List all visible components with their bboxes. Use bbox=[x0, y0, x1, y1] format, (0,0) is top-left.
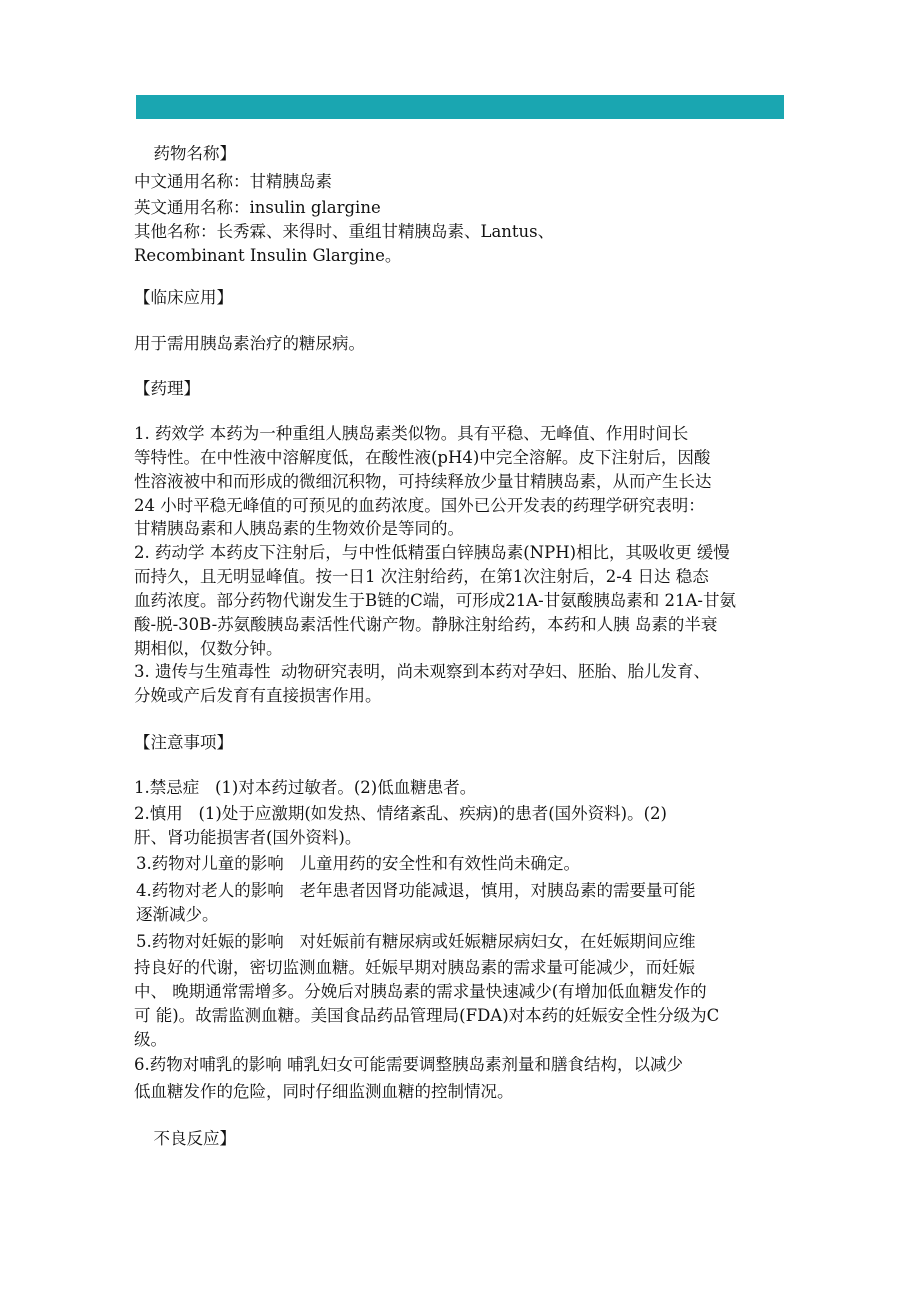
header-banner bbox=[136, 95, 784, 119]
section-heading-pharmacology: 【药理】 bbox=[134, 379, 200, 398]
text-line: 3.药物对儿童的影响 儿童用药的安全性和有效性尚未确定。 bbox=[136, 854, 580, 873]
text-line: 中、 晚期通常需增多。分娩后对胰岛素的需求量快速减少(有增加低血糖发作的 bbox=[134, 982, 707, 1001]
text-line: 4.药物对老人的影响 老年患者因肾功能减退，慎用，对胰岛素的需要量可能 bbox=[136, 881, 696, 900]
text-line: 3. 遗传与生殖毒性 动物研究表明，尚未观察到本药对孕妇、胚胎、胎儿发育、 bbox=[134, 662, 710, 681]
text-line: 期相似，仅数分钟。 bbox=[134, 639, 283, 658]
text-line: 持良好的代谢，密切监测血糖。妊娠早期对胰岛素的需求量可能减少，而妊娠 bbox=[134, 958, 695, 977]
text-line: 分娩或产后发育有直接损害作用。 bbox=[134, 686, 382, 705]
text-line: 酸-脱-30B-苏氨酸胰岛素活性代谢产物。静脉注射给药，本药和人胰 岛素的半衰 bbox=[134, 615, 718, 634]
text-line: 6.药物对哺乳的影响 哺乳妇女可能需要调整胰岛素剂量和膳食结构，以减少 bbox=[134, 1055, 683, 1074]
text-line: 2.慎用 (1)处于应激期(如发热、情绪紊乱、疾病)的患者(国外资料)。(2) bbox=[134, 804, 667, 823]
text-line: 级。 bbox=[134, 1030, 167, 1049]
section-heading-precautions: 【注意事项】 bbox=[134, 733, 233, 752]
text-line: 甘精胰岛素和人胰岛素的生物效价是等同的。 bbox=[134, 519, 464, 538]
section-heading-clinical: 【临床应用】 bbox=[134, 288, 233, 307]
text-line: Recombinant Insulin Glargine。 bbox=[134, 246, 402, 265]
section-heading-adverse: 不良反应】 bbox=[137, 1129, 236, 1148]
section-heading-drug-name: 药物名称】 bbox=[137, 144, 236, 163]
text-line: 用于需用胰岛素治疗的糖尿病。 bbox=[134, 334, 365, 353]
text-line: 肝、肾功能损害者(国外资料)。 bbox=[134, 828, 362, 847]
text-line: 等特性。在中性液中溶解度低，在酸性液(pH4)中完全溶解。皮下注射后，因酸 bbox=[134, 448, 711, 467]
text-line: 可 能)。故需监测血糖。美国食品药品管理局(FDA)对本药的妊娠安全性分级为C bbox=[134, 1006, 720, 1025]
text-line: 英文通用名称：insulin glargine bbox=[134, 198, 381, 217]
text-line: 24 小时平稳无峰值的可预见的血药浓度。国外已公开发表的药理学研究表明： bbox=[134, 496, 705, 515]
text-line: 5.药物对妊娠的影响 对妊娠前有糖尿病或妊娠糖尿病妇女，在妊娠期间应维 bbox=[136, 932, 696, 951]
text-line: 低血糖发作的危险，同时仔细监测血糖的控制情况。 bbox=[134, 1082, 514, 1101]
text-line: 而持久，且无明显峰值。按一日1 次注射给药，在第1次注射后，2-4 日达 稳态 bbox=[134, 567, 709, 586]
text-line: 其他名称：长秀霖、来得时、重组甘精胰岛素、Lantus、 bbox=[134, 222, 555, 241]
text-line: 性溶液被中和而形成的微细沉积物，可持续释放少量甘精胰岛素，从而产生长达 bbox=[134, 472, 712, 491]
text-line: 血药浓度。部分药物代谢发生于B链的C端，可形成21A-甘氨酸胰岛素和 21A-甘氨 bbox=[134, 591, 736, 610]
text-line: 2. 药动学 本药皮下注射后，与中性低精蛋白锌胰岛素(NPH)相比，其吸收更 缓慢 bbox=[134, 543, 730, 562]
text-line: 中文通用名称：甘精胰岛素 bbox=[134, 172, 332, 191]
text-line: 逐渐减少。 bbox=[136, 905, 219, 924]
text-line: 1. 药效学 本药为一种重组人胰岛素类似物。具有平稳、无峰值、作用时间长 bbox=[134, 424, 689, 443]
text-line: 1.禁忌症 (1)对本药过敏者。(2)低血糖患者。 bbox=[134, 778, 477, 797]
